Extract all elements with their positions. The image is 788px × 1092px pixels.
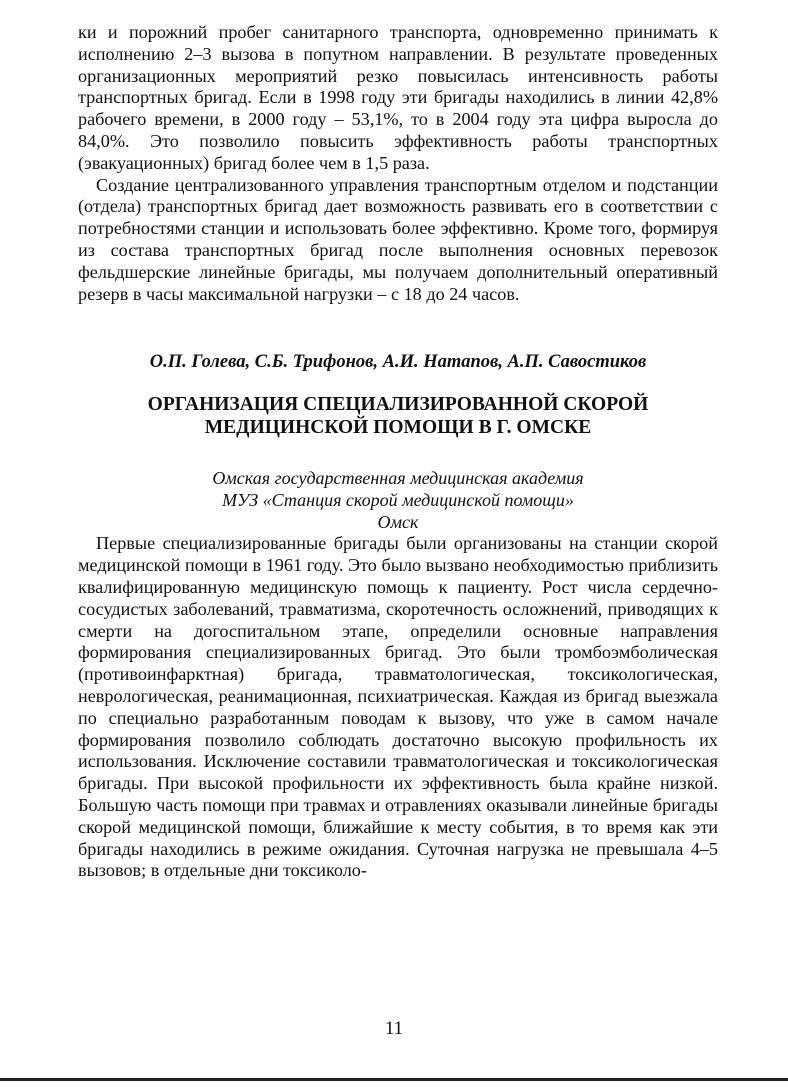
continued-paragraph-2: Создание централизованного управления транспортным отделом и подстанции (отдела) транспортных бригад дает возможность развивать его в соответствии с потребностями станции и использовать более эффективно. Кроме того, формируя из состава транспортных бригад после выполнения основных перевозок фельдшерские линейные бригады, мы получаем дополнительный оперативный резерв в часы максимальной нагрузки – с 18 до 24 часов. bbox=[78, 174, 718, 304]
article-affiliation bbox=[78, 467, 718, 533]
article-title-line-2: МЕДИЦИНСКОЙ ПОМОЩИ В Г. ОМСКЕ bbox=[204, 417, 592, 439]
affiliation-line-1: Омская государственная медицинская академия bbox=[212, 468, 584, 489]
article-title bbox=[78, 393, 718, 439]
continued-paragraph-1: ки и порожний пробег санитарного транспорта, одновременно принимать к исполнению 2–3 вызова в попутном направлении. В результате проведенных организационных мероприятий резко повысилась интенсивность работы транспортных бригад. Если в 1998 году эти бригады находились в линии 42,8% рабочего времени, в 2000 году – 53,1%, то в 2004 году эта цифра выросла до 84,0%. Это позволило повысить эффективность работы транспортных (эвакуационных) бригад более чем в 1,5 раза. bbox=[78, 22, 718, 173]
page-number: 11 bbox=[384, 1018, 404, 1039]
affiliation-line-3: Омск bbox=[377, 512, 419, 533]
bottom-border bbox=[0, 1078, 788, 1081]
article-title-line-1: ОРГАНИЗАЦИЯ СПЕЦИАЛИЗИРОВАННОЙ СКОРОЙ bbox=[147, 394, 649, 416]
article-authors: О.П. Голева, С.Б. Трифонов, А.И. Натапов, А.П. Савостиков bbox=[149, 352, 647, 373]
page-content bbox=[78, 22, 718, 882]
article-paragraph-1: Первые специализированные бригады были организованы на станции скорой медицинской помощи в 1961 году. Это было вызвано необходимостью приблизить квалифицированную медицинскую помощь к пациенту. Рост числа сердечно-сосудистых заболеваний, травматизма, скоротечность осложнений, приводящих к смерти на догоспитальном этапе, определили основные направления формирования специализированных бригад. Это были тромбоэмболическая (противоинфарктная) бригада, травматологическая, токсикологическая, неврологическая, реанимационная, психиатрическая. Каждая из бригад выезжала по специально разработанным поводам к вызову, что уже в самом начале формирования позволило соблюдать достаточно высокую профильность их использования. Исключение составили травматологическая и токсикологическая бригады. При высокой профильности их эффективность была крайне низкой. Большую часть помощи при травмах и отравлениях оказывали линейные бригады скорой медицинской помощи, ближайшие к месту события, в то время как эти бригады находились в режиме ожидания. Суточная нагрузка не превышала 4–5 вызовов; в отдельные дни токсиколо- bbox=[78, 533, 718, 881]
affiliation-line-2: МУЗ «Станция скорой медицинской помощи» bbox=[222, 490, 574, 511]
